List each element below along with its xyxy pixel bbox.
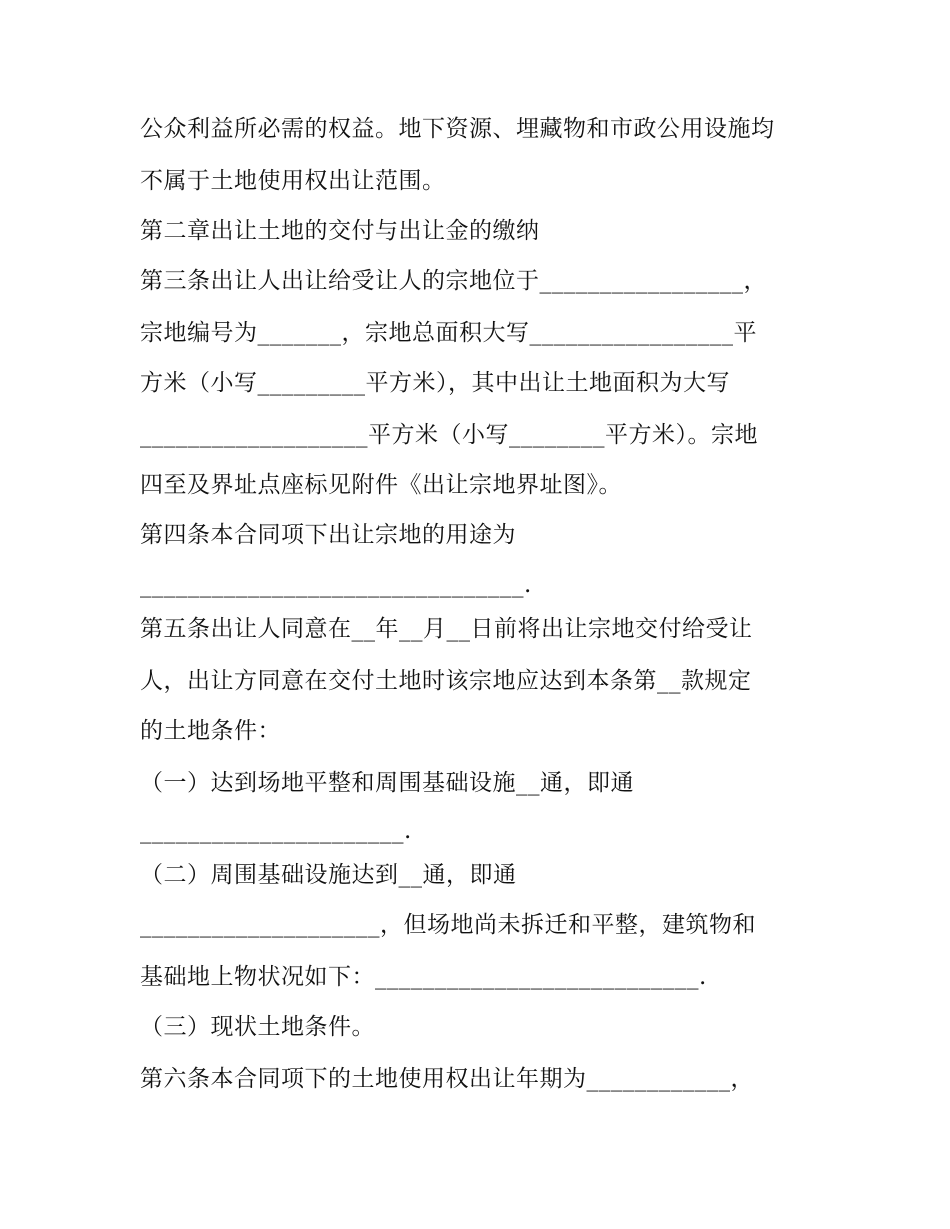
paragraph-line: ______________________. xyxy=(140,818,412,844)
paragraph-line: 第六条本合同项下的土地使用权出让年期为____________， xyxy=(140,1066,754,1092)
paragraph-line: 方米（小写_________平方米），其中出让土地面积为大写 xyxy=(140,370,730,396)
paragraph-line: 不属于土地使用权出让范围。 xyxy=(140,168,446,194)
paragraph-line: 基础地上物状况如下：___________________________. xyxy=(140,964,707,990)
list-item: （一）达到场地平整和周围基础设施__通，即通 xyxy=(140,770,634,796)
paragraph-line: ________________________________. xyxy=(140,572,532,598)
paragraph-line: 第四条本合同项下出让宗地的用途为 xyxy=(140,522,516,548)
paragraph-line: 宗地编号为_______，宗地总面积大写_________________平 xyxy=(140,320,757,346)
list-item: （二）周围基础设施达到__通，即通 xyxy=(140,862,517,888)
paragraph-line: 第三条出让人出让给受让人的宗地位于_________________， xyxy=(140,268,767,294)
list-item: （三）现状土地条件。 xyxy=(140,1014,375,1040)
paragraph-line: 四至及界址点座标见附件《出让宗地界址图》。 xyxy=(140,472,622,498)
chapter-heading: 第二章出让土地的交付与出让金的缴纳 xyxy=(140,218,540,244)
paragraph-line: 公众利益所必需的权益。地下资源、埋藏物和市政公用设施均 xyxy=(140,116,775,142)
paragraph-line: 的土地条件： xyxy=(140,718,281,744)
paragraph-line: ____________________，但场地尚未拆迁和平整，建筑物和 xyxy=(140,912,756,938)
paragraph-line: 人，出让方同意在交付土地时该宗地应达到本条第__款规定 xyxy=(140,668,752,694)
paragraph-line: 第五条出让人同意在__年__月__日前将出让宗地交付给受让 xyxy=(140,616,753,642)
paragraph-line: ___________________平方米（小写________平方米）。宗地 xyxy=(140,422,758,448)
